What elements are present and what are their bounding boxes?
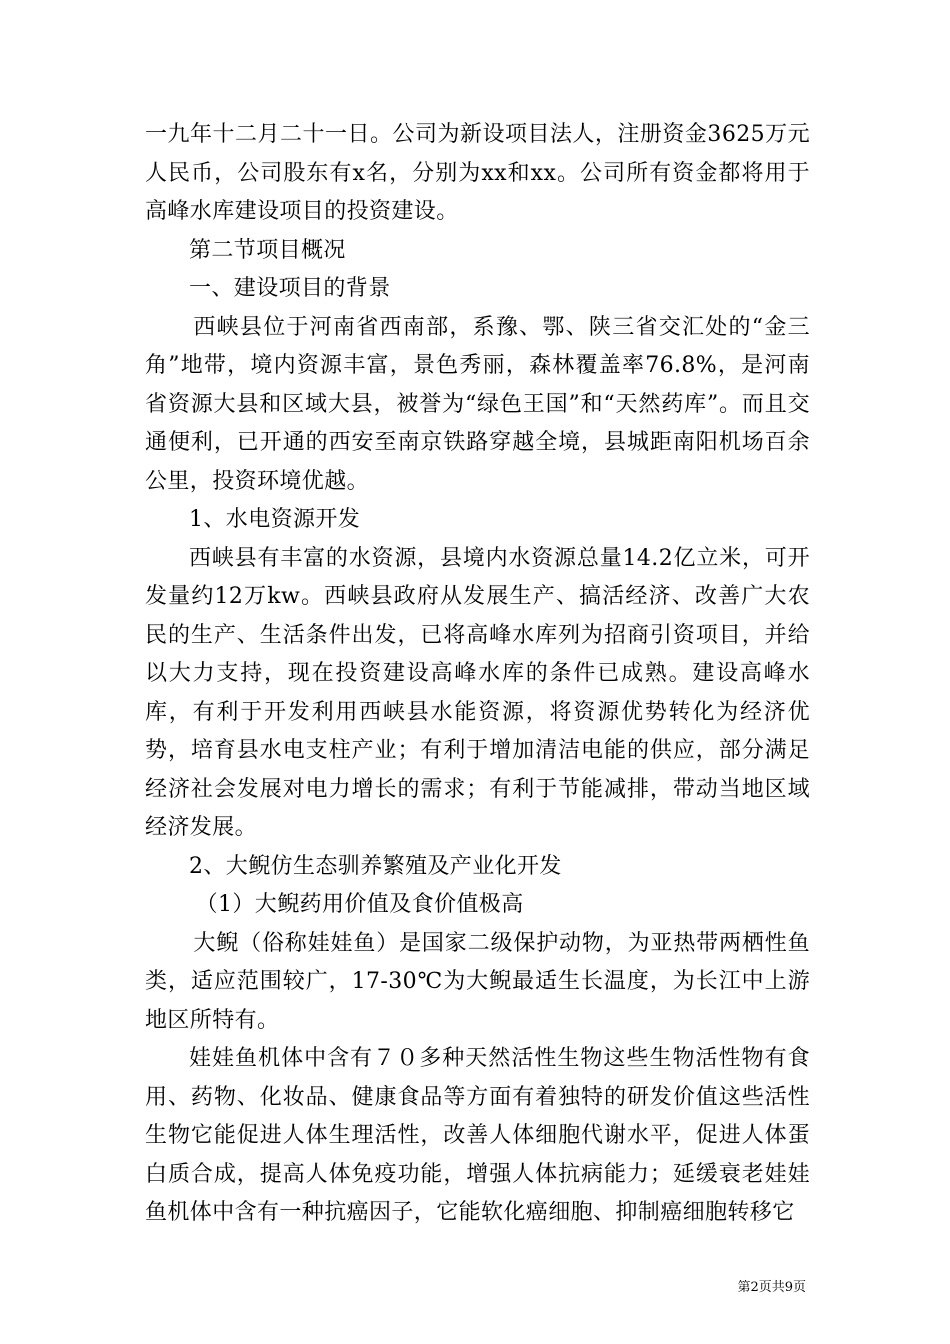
paragraph-salamander-description: 大鲵（俗称娃娃鱼）是国家二级保护动物，为亚热带两栖性鱼类，适应范围较广，17-30℃为大鲵最适生长温度，为长江中上游地区所特有。 xyxy=(145,930,810,1033)
subheading-giant-salamander: 2、大鲵仿生态驯养繁殖及产业化开发 xyxy=(189,853,562,879)
paragraph-water-resources: 西峡县有丰富的水资源，县境内水资源总量14.2亿立米，可开发量约12万kw。西峡县政府从发展生产、搞活经济、改善广大农民的生产、生活条件出发，已将高峰水库列为招商引资项目，并给以大力支持，现在投资建设高峰水库的条件已成熟。建设高峰水库，有利于开发利用西峡县水能资源，将资源优势转化为经济优势，培育县水电支柱产业；有利于增加清洁电能的供应，部分满足经济社会发展对电力增长的需求；有利于节能减排，带动当地区域经济发展。 xyxy=(145,545,810,840)
subheading-medicinal-value: （1）大鲵药用价值及食价值极高 xyxy=(195,892,524,917)
paragraph-company-info: 一九年十二月二十一日。公司为新设项目法人，注册资金3625万元人民币，公司股东有x名，分别为xx和xx。公司所有资金都将用于高峰水库建设项目的投资建设。 xyxy=(145,122,810,224)
paragraph-xixia-location: 西峡县位于河南省西南部，系豫、鄂、陕三省交汇处的“金三角”地带，境内资源丰富，景色秀丽，森林覆盖率76.8%，是河南省资源大县和区域大县，被誉为“绿色王国”和“天然药库”。而且交通便利，已开通的西安至南京铁路穿越全境，县城距南阳机场百余公里，投资环境优越。 xyxy=(145,314,810,494)
subheading-project-background: 一、建设项目的背景 xyxy=(189,276,391,301)
document-body xyxy=(145,116,810,1233)
paragraph-salamander-bioactives: 娃娃鱼机体中含有７０多种天然活性生物这些生物活性物有食用、药物、化妆品、健康食品等方面有着独特的研发价值这些活性生物它能促进人体生理活性，改善人体细胞代谢水平，促进人体蛋白质合成，提高人体免疫功能，增强人体抗病能力；延缓衰老娃娃鱼机体中含有一种抗癌因子，它能软化癌细胞、抑制癌细胞转移它 xyxy=(145,1046,810,1225)
section-heading-project-overview: 第二节项目概况 xyxy=(189,237,346,263)
subheading-hydropower: 1、水电资源开发 xyxy=(189,507,361,532)
page-number-footer: 第2页共9页 xyxy=(737,1280,806,1295)
